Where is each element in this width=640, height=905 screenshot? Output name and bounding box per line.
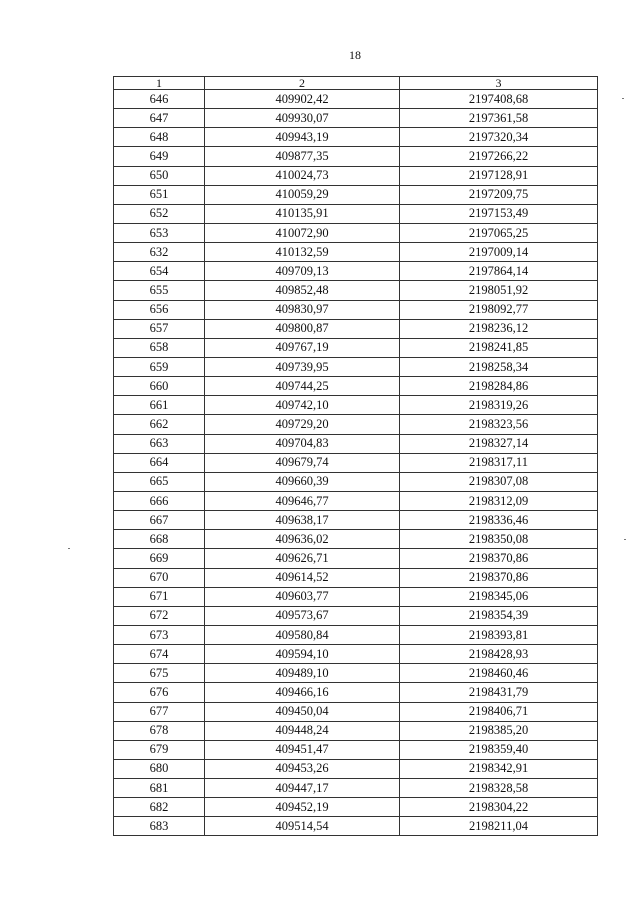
point-number-cell: 655 xyxy=(114,281,205,300)
point-number-cell: 672 xyxy=(114,606,205,625)
x-coordinate-cell: 409902,42 xyxy=(205,90,400,109)
point-number-cell: 669 xyxy=(114,549,205,568)
y-coordinate-cell: 2198370,86 xyxy=(400,568,598,587)
x-coordinate-cell: 410072,90 xyxy=(205,223,400,242)
table-body xyxy=(114,90,598,836)
y-coordinate-cell: 2198051,92 xyxy=(400,281,598,300)
table-row xyxy=(114,817,598,836)
table-row xyxy=(114,549,598,568)
table-row xyxy=(114,740,598,759)
point-number-cell: 667 xyxy=(114,511,205,530)
table-row xyxy=(114,166,598,185)
x-coordinate-cell: 409452,19 xyxy=(205,798,400,817)
page-number: 18 xyxy=(349,48,361,62)
point-number-cell: 660 xyxy=(114,377,205,396)
point-number-cell: 677 xyxy=(114,702,205,721)
table-row xyxy=(114,587,598,606)
x-coordinate-cell: 409489,10 xyxy=(205,664,400,683)
table-row xyxy=(114,396,598,415)
table-row xyxy=(114,645,598,664)
y-coordinate-cell: 2198304,22 xyxy=(400,798,598,817)
y-coordinate-cell: 2198323,56 xyxy=(400,415,598,434)
point-number-cell: 646 xyxy=(114,90,205,109)
column-header-3: 3 xyxy=(400,77,598,90)
point-number-cell: 679 xyxy=(114,740,205,759)
x-coordinate-cell: 409594,10 xyxy=(205,645,400,664)
y-coordinate-cell: 2197128,91 xyxy=(400,166,598,185)
point-number-cell: 678 xyxy=(114,721,205,740)
coordinates-table xyxy=(113,76,598,836)
table-row xyxy=(114,300,598,319)
x-coordinate-cell: 409448,24 xyxy=(205,721,400,740)
table-row xyxy=(114,664,598,683)
point-number-cell: 648 xyxy=(114,128,205,147)
y-coordinate-cell: 2198258,34 xyxy=(400,357,598,376)
y-coordinate-cell: 2198431,79 xyxy=(400,683,598,702)
y-coordinate-cell: 2198428,93 xyxy=(400,645,598,664)
point-number-cell: 649 xyxy=(114,147,205,166)
y-coordinate-cell: 2198354,39 xyxy=(400,606,598,625)
table-row xyxy=(114,281,598,300)
y-coordinate-cell: 2198092,77 xyxy=(400,300,598,319)
y-coordinate-cell: 2198312,09 xyxy=(400,491,598,510)
x-coordinate-cell: 409638,17 xyxy=(205,511,400,530)
point-number-cell: 682 xyxy=(114,798,205,817)
x-coordinate-cell: 409830,97 xyxy=(205,300,400,319)
point-number-cell: 652 xyxy=(114,204,205,223)
table-row xyxy=(114,223,598,242)
point-number-cell: 666 xyxy=(114,491,205,510)
y-coordinate-cell: 2198385,20 xyxy=(400,721,598,740)
table-row xyxy=(114,759,598,778)
x-coordinate-cell: 409852,48 xyxy=(205,281,400,300)
table-row xyxy=(114,511,598,530)
x-coordinate-cell: 409800,87 xyxy=(205,319,400,338)
y-coordinate-cell: 2198345,06 xyxy=(400,587,598,606)
point-number-cell: 674 xyxy=(114,645,205,664)
x-coordinate-cell: 409453,26 xyxy=(205,759,400,778)
point-number-cell: 661 xyxy=(114,396,205,415)
y-coordinate-cell: 2198236,12 xyxy=(400,319,598,338)
x-coordinate-cell: 409466,16 xyxy=(205,683,400,702)
x-coordinate-cell: 409660,39 xyxy=(205,472,400,491)
x-coordinate-cell: 410135,91 xyxy=(205,204,400,223)
x-coordinate-cell: 409930,07 xyxy=(205,109,400,128)
table-row xyxy=(114,798,598,817)
point-number-cell: 659 xyxy=(114,357,205,376)
x-coordinate-cell: 409614,52 xyxy=(205,568,400,587)
point-number-cell: 670 xyxy=(114,568,205,587)
table-row xyxy=(114,262,598,281)
y-coordinate-cell: 2197864,14 xyxy=(400,262,598,281)
table-row xyxy=(114,702,598,721)
y-coordinate-cell: 2198317,11 xyxy=(400,453,598,472)
y-coordinate-cell: 2198319,26 xyxy=(400,396,598,415)
x-coordinate-cell: 409451,47 xyxy=(205,740,400,759)
point-number-cell: 656 xyxy=(114,300,205,319)
y-coordinate-cell: 2198327,14 xyxy=(400,434,598,453)
table-row xyxy=(114,568,598,587)
y-coordinate-cell: 2198342,91 xyxy=(400,759,598,778)
x-coordinate-cell: 409729,20 xyxy=(205,415,400,434)
point-number-cell: 665 xyxy=(114,472,205,491)
table-row xyxy=(114,147,598,166)
table-row xyxy=(114,128,598,147)
table-row xyxy=(114,415,598,434)
y-coordinate-cell: 2198336,46 xyxy=(400,511,598,530)
table-row xyxy=(114,357,598,376)
point-number-cell: 676 xyxy=(114,683,205,702)
table-row xyxy=(114,90,598,109)
column-header-2: 2 xyxy=(205,77,400,90)
point-number-cell: 671 xyxy=(114,587,205,606)
point-number-cell: 662 xyxy=(114,415,205,434)
table-header-row xyxy=(114,77,598,90)
y-coordinate-cell: 2197266,22 xyxy=(400,147,598,166)
y-coordinate-cell: 2198350,08 xyxy=(400,530,598,549)
point-number-cell: 654 xyxy=(114,262,205,281)
table-row xyxy=(114,319,598,338)
x-coordinate-cell: 409573,67 xyxy=(205,606,400,625)
y-coordinate-cell: 2198406,71 xyxy=(400,702,598,721)
x-coordinate-cell: 409767,19 xyxy=(205,338,400,357)
table-row xyxy=(114,491,598,510)
column-header-1: 1 xyxy=(114,77,205,90)
point-number-cell: 657 xyxy=(114,319,205,338)
point-number-cell: 658 xyxy=(114,338,205,357)
table-row xyxy=(114,606,598,625)
x-coordinate-cell: 410059,29 xyxy=(205,185,400,204)
point-number-cell: 680 xyxy=(114,759,205,778)
table-row xyxy=(114,109,598,128)
point-number-cell: 664 xyxy=(114,453,205,472)
table-row xyxy=(114,530,598,549)
table-row xyxy=(114,683,598,702)
table-row xyxy=(114,243,598,262)
table-row xyxy=(114,721,598,740)
x-coordinate-cell: 409943,19 xyxy=(205,128,400,147)
x-coordinate-cell: 409744,25 xyxy=(205,377,400,396)
x-coordinate-cell: 409877,35 xyxy=(205,147,400,166)
point-number-cell: 675 xyxy=(114,664,205,683)
x-coordinate-cell: 409704,83 xyxy=(205,434,400,453)
x-coordinate-cell: 409626,71 xyxy=(205,549,400,568)
x-coordinate-cell: 409447,17 xyxy=(205,779,400,798)
y-coordinate-cell: 2198370,86 xyxy=(400,549,598,568)
point-number-cell: 681 xyxy=(114,779,205,798)
margin-mark-left xyxy=(68,548,70,549)
x-coordinate-cell: 409514,54 xyxy=(205,817,400,836)
x-coordinate-cell: 409636,02 xyxy=(205,530,400,549)
point-number-cell: 650 xyxy=(114,166,205,185)
table-row xyxy=(114,434,598,453)
y-coordinate-cell: 2198359,40 xyxy=(400,740,598,759)
y-coordinate-cell: 2197153,49 xyxy=(400,204,598,223)
table-row xyxy=(114,779,598,798)
point-number-cell: 683 xyxy=(114,817,205,836)
y-coordinate-cell: 2197009,14 xyxy=(400,243,598,262)
table-row xyxy=(114,377,598,396)
x-coordinate-cell: 409709,13 xyxy=(205,262,400,281)
point-number-cell: 651 xyxy=(114,185,205,204)
x-coordinate-cell: 409580,84 xyxy=(205,625,400,644)
x-coordinate-cell: 409679,74 xyxy=(205,453,400,472)
y-coordinate-cell: 2198328,58 xyxy=(400,779,598,798)
margin-mark-right-mid xyxy=(624,539,626,540)
y-coordinate-cell: 2198460,46 xyxy=(400,664,598,683)
y-coordinate-cell: 2197361,58 xyxy=(400,109,598,128)
y-coordinate-cell: 2198284,86 xyxy=(400,377,598,396)
point-number-cell: 673 xyxy=(114,625,205,644)
margin-mark-right-top xyxy=(622,98,624,99)
point-number-cell: 632 xyxy=(114,243,205,262)
x-coordinate-cell: 409603,77 xyxy=(205,587,400,606)
x-coordinate-cell: 409450,04 xyxy=(205,702,400,721)
table-row xyxy=(114,338,598,357)
x-coordinate-cell: 410024,73 xyxy=(205,166,400,185)
x-coordinate-cell: 409739,95 xyxy=(205,357,400,376)
table-row xyxy=(114,625,598,644)
y-coordinate-cell: 2198211,04 xyxy=(400,817,598,836)
table-row xyxy=(114,185,598,204)
table-row xyxy=(114,453,598,472)
y-coordinate-cell: 2197065,25 xyxy=(400,223,598,242)
point-number-cell: 663 xyxy=(114,434,205,453)
point-number-cell: 647 xyxy=(114,109,205,128)
point-number-cell: 668 xyxy=(114,530,205,549)
y-coordinate-cell: 2197320,34 xyxy=(400,128,598,147)
y-coordinate-cell: 2197408,68 xyxy=(400,90,598,109)
table-row xyxy=(114,472,598,491)
y-coordinate-cell: 2198393,81 xyxy=(400,625,598,644)
y-coordinate-cell: 2197209,75 xyxy=(400,185,598,204)
point-number-cell: 653 xyxy=(114,223,205,242)
x-coordinate-cell: 409742,10 xyxy=(205,396,400,415)
y-coordinate-cell: 2198241,85 xyxy=(400,338,598,357)
y-coordinate-cell: 2198307,08 xyxy=(400,472,598,491)
table-row xyxy=(114,204,598,223)
x-coordinate-cell: 409646,77 xyxy=(205,491,400,510)
x-coordinate-cell: 410132,59 xyxy=(205,243,400,262)
